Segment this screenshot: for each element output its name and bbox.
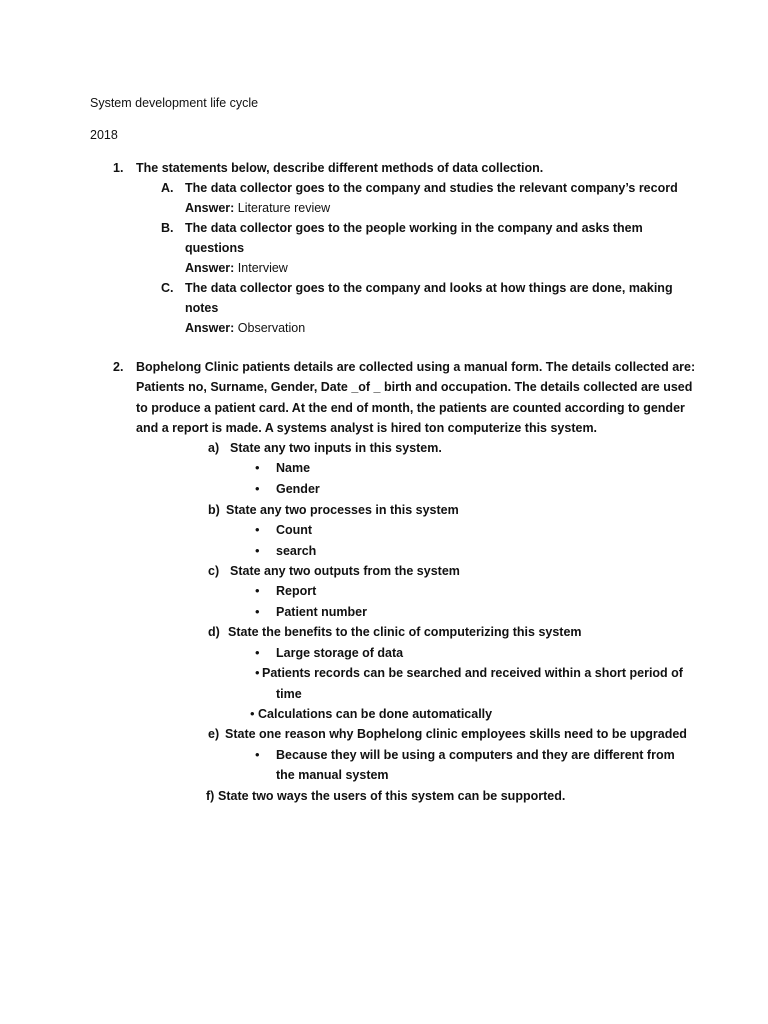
- bullet-icon: •: [255, 481, 260, 496]
- answer-bullet: the manual system: [276, 768, 389, 782]
- q2-paragraph-line: and a report is made. A systems analyst is hired ton computerize this system.: [136, 421, 598, 435]
- q2a-text: State any two inputs in this system.: [230, 441, 442, 455]
- q1-item-text: The data collector goes to the company and studies the relevant company’s record: [185, 181, 678, 195]
- q1-item-answer: [185, 320, 305, 336]
- q1-item-text: The data collector goes to the company and looks at how things are done, making: [185, 281, 673, 295]
- q2-paragraph-line: Patients no, Surname, Gender, Date _of _ birth and occupation. The details collected are used: [136, 380, 693, 394]
- q2f-label: f): [206, 789, 215, 803]
- q1-item-letter: A.: [161, 181, 174, 195]
- q1-item-letter: B.: [161, 221, 174, 235]
- q1-item-text: The data collector goes to the people working in the company and asks them: [185, 221, 643, 235]
- bullet-icon: •: [255, 747, 260, 762]
- q2d-label: d): [208, 625, 220, 639]
- q2b-text: State any two processes in this system: [226, 503, 459, 517]
- document-year: 2018: [90, 128, 118, 142]
- bullet-icon: •: [255, 665, 260, 680]
- answer-value: Literature review: [234, 201, 331, 215]
- answer-label: Answer:: [185, 321, 235, 335]
- answer-label: Answer:: [185, 261, 235, 275]
- q2c-text: State any two outputs from the system: [230, 564, 460, 578]
- answer-bullet: Patients records can be searched and received within a short period of: [262, 666, 683, 680]
- answer-bullet: Because they will be using a computers and they are different from: [276, 748, 675, 762]
- bullet-icon: •: [255, 645, 260, 660]
- answer-bullet: Name: [276, 461, 311, 475]
- q1-text: The statements below, describe different methods of data collection.: [136, 161, 544, 175]
- bullet-icon: •: [255, 522, 260, 537]
- answer-bullet: Calculations can be done automatically: [258, 707, 493, 721]
- answer-bullet: search: [276, 544, 317, 558]
- answer-bullet: Report: [276, 584, 317, 598]
- answer-label: Answer:: [185, 201, 235, 215]
- answer-value: Observation: [234, 321, 306, 335]
- q1-number: 1.: [113, 161, 124, 175]
- q1-item-answer: [185, 260, 288, 276]
- q1-item-text: questions: [185, 241, 245, 255]
- q1-item-text: notes: [185, 301, 219, 315]
- answer-bullet: time: [276, 687, 302, 701]
- q2f-text: State two ways the users of this system can be supported.: [218, 789, 566, 803]
- q1-item-letter: C.: [161, 281, 174, 295]
- answer-value: Interview: [234, 261, 288, 275]
- bullet-icon: •: [250, 706, 255, 721]
- bullet-icon: •: [255, 543, 260, 558]
- answer-bullet: Gender: [276, 482, 320, 496]
- q2b-label: b): [208, 503, 220, 517]
- q2-paragraph-line: Bophelong Clinic patients details are collected using a manual form. The details collected are:: [136, 360, 696, 374]
- q2e-text: State one reason why Bophelong clinic employees skills need to be upgraded: [225, 727, 687, 741]
- bullet-icon: •: [255, 460, 260, 475]
- document-title: System development life cycle: [90, 96, 259, 110]
- q1-item-answer: [185, 200, 330, 216]
- answer-bullet: Large storage of data: [276, 646, 404, 660]
- answer-bullet: Patient number: [276, 605, 367, 619]
- q2d-text: State the benefits to the clinic of computerizing this system: [228, 625, 582, 639]
- q2-paragraph-line: to produce a patient card. At the end of month, the patients are counted according to gender: [136, 401, 685, 415]
- bullet-icon: •: [255, 604, 260, 619]
- q2a-label: a): [208, 441, 220, 455]
- q2e-label: e): [208, 727, 220, 741]
- bullet-icon: •: [255, 583, 260, 598]
- q2-number: 2.: [113, 360, 124, 374]
- answer-bullet: Count: [276, 523, 313, 537]
- q2c-label: c): [208, 564, 220, 578]
